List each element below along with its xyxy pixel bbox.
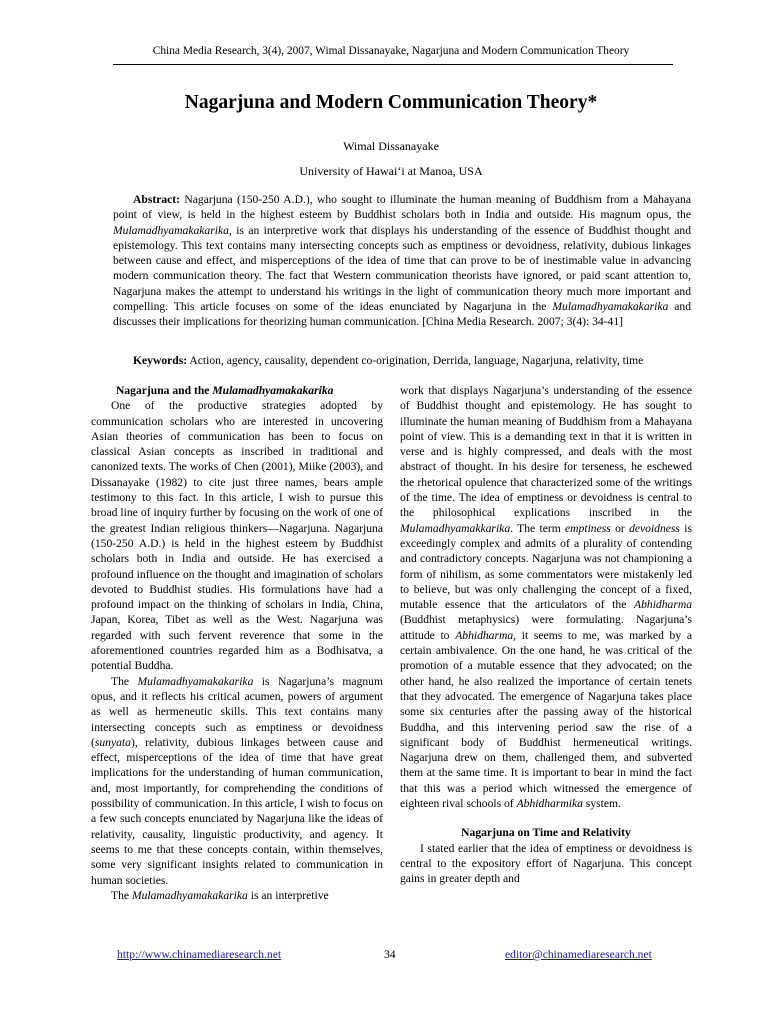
keywords: [113, 353, 691, 368]
paragraph-italic: Mulamadhyamakakarika: [131, 888, 248, 902]
abstract-text: , is an interpretive work that displays his understanding of the essence of Buddhist thought and epistemology. This text contains many intersecting concepts such as emptiness or devoidness, relativity, dubious linkages between cause and effect, and misperceptions of the idea of time that can prove to be of inestimable value in advancing modern communication theory. The fact that Western communication theorists have ignored, or paid scant attention to, Nagarjuna makes the attempt to understand his writings in the light of communication theory much more important and compelling. This article focuses on some of the ideas enunciated by Nagarjuna in the: [113, 223, 691, 314]
page-number: 34: [384, 948, 396, 961]
abstract-italic: Mulamadhyamakakarika: [113, 223, 229, 237]
paragraph-text: system.: [582, 797, 621, 811]
paragraph-text: ), relativity, dubious linkages between cause and effect, misperceptions of the idea of time that have great implications for the understanding of human communication, and, most importantly, for comprehending the conditions of possibility of communication. In this article, I wish to focus on a few such concepts enunciated by Nagarjuna like the ideas of relativity, causality, linguistic productivity, and agency. It seems to me that these concepts contain, within themselves, some very significant insights related to communication in human societies.: [91, 735, 383, 887]
paragraph: [91, 674, 383, 888]
abstract-italic: Mulamadhyamakakarika: [552, 300, 669, 314]
paragraph: [91, 888, 383, 903]
journal-url-link[interactable]: http://www.chinamediaresearch.net: [117, 948, 282, 961]
section-heading-italic: Mulamadhyamakakarika: [212, 384, 334, 397]
paragraph-text: (Buddhist metaphysics) were formulating. Nagarjuna’s attitude to: [400, 613, 692, 642]
editor-email-link[interactable]: editor@chinamediaresearch.net: [505, 948, 652, 961]
paragraph-italic: devoidness: [629, 521, 680, 535]
paragraph-text: is an interpretive: [247, 888, 329, 902]
paragraph-italic: Abhidharma: [455, 628, 514, 642]
section-heading: Nagarjuna on Time and Relativity: [461, 826, 631, 840]
abstract-text: and discusses their implications for theorizing human communication. [China Media Research. 2007; 3(4): 34-41]: [113, 300, 691, 329]
left-column: [91, 383, 383, 903]
paragraph-italic: Abhidharma: [634, 598, 692, 612]
paragraph-text: work that displays Nagarjuna’s understanding of the essence of Buddhist thought and epistemology. He has sought to illuminate the human meaning of Buddhism from a Mahayana point of view. This is a demanding text in that it is written in verse and is highly compressed, and deals with the most abstract of thought. In his desire for terseness, he eschewed the rhetorical opulence that characterized some of the writings of the time. The idea of emptiness or devoidness is central to the philosophical explications inscribed in the: [400, 384, 692, 520]
paragraph-italic: Mulamadhyamakakarika: [137, 674, 254, 688]
author-name: Wimal Dissanayake: [343, 139, 439, 153]
paragraph-text: is Nagarjuna’s magnum opus, and it reflects his critical acumen, powers of argument as well as hermeneutic skills. This text contains many intersecting concepts such as emptiness or devoidness (: [91, 674, 383, 749]
section-heading-text: Nagarjuna and the: [116, 384, 213, 397]
paragraph-text: . The term: [510, 521, 566, 535]
paragraph-text: The: [111, 674, 138, 688]
paragraph: One of the productive strategies adopted by communication scholars who are interested in uncovering Asian theories of communication has been to focus on classical Asian concepts as inscribed in traditional and canonized texts. The works of Chen (2001), Miike (2003), and Dissanayake (1982) to cite just three names, bears ample testimony to this fact. In this article, I wish to pursue this broad line of inquiry further by focusing on the work of one of the greatest Indian religious thinkers—Nagarjuna. Nagarjuna (150-250 A.D.) is held in the highest esteem by Buddhist scholars both in India and outside. He has exercised a profound influence on the thought and imagination of scholars devoted to Buddhist studies. His formulations have had a profound impact on the thinking of scholars in India, China, Japan, Korea, Tibet as well as the West. Nagarjuna was regarded with such fervent reverence that some in the aforementioned countries regarded him as a Bodhisatva, a potential Buddha.: [91, 399, 383, 673]
paragraph-text: or: [610, 521, 630, 535]
paragraph-italic: Mulamadhyamakkarika: [400, 521, 511, 535]
keywords-text: Action, agency, causality, dependent co-origination, Derrida, language, Nagarjuna, relativity, time: [187, 354, 644, 367]
keywords-label: Keywords:: [133, 354, 188, 367]
section-heading: [91, 383, 383, 398]
paragraph-italic: emptiness: [565, 521, 611, 535]
author-affiliation: University of Hawai‘i at Manoa, USA: [299, 164, 483, 178]
paragraph-italic: Abhidharmika: [516, 797, 583, 811]
paragraph: I stated earlier that the idea of emptiness or devoidness is central to the expository effort of Nagarjuna. This concept gains in greater depth and: [400, 841, 692, 886]
paragraph-italic: sunyata: [94, 735, 131, 749]
paragraph-text: The: [111, 888, 132, 902]
paragraph-text: , it seems to me, was marked by a certain ambivalence. On the one hand, he was critical of the promotion of a mutable essence that they advocated; on the other hand, he also realized the importance of certain tenets that they advocated. The emergence of Nagarjuna takes place some six centuries after the passing away of the historical Buddha, and this intervening period saw the rise of a significant body of Buddhist hermeneutical writings. Nagarjuna drew on them, challenged them, and subverted them at the same time. It is important to bear in mind the fact that this was a period which witnessed the emergence of eighteen rival schools of: [400, 628, 692, 811]
abstract: [113, 192, 691, 330]
running-head: China Media Research, 3(4), 2007, Wimal Dissanayake, Nagarjuna and Modern Communication Theory: [152, 45, 630, 57]
abstract-label: Abstract:: [133, 193, 181, 206]
abstract-text: Nagarjuna (150-250 A.D.), who sought to illuminate the human meaning of Buddhism from a Mahayana point of view, is held in the highest esteem by Buddhist scholars both in India and outside. His magnum opus, the: [113, 193, 691, 222]
article-title: Nagarjuna and Modern Communication Theory*: [184, 92, 598, 113]
right-column: [400, 383, 692, 887]
header-rule: [113, 64, 673, 65]
paragraph-text: is exceedingly complex and admits of a plurality of contending and contradictory concepts. Nagarjuna was not championing a form of nihilism, as some commentators were mistakenly led to believe, but was only challenging the concept of a fixed, mutable essence that the articulators of the: [400, 521, 692, 612]
paragraph: [400, 383, 692, 811]
